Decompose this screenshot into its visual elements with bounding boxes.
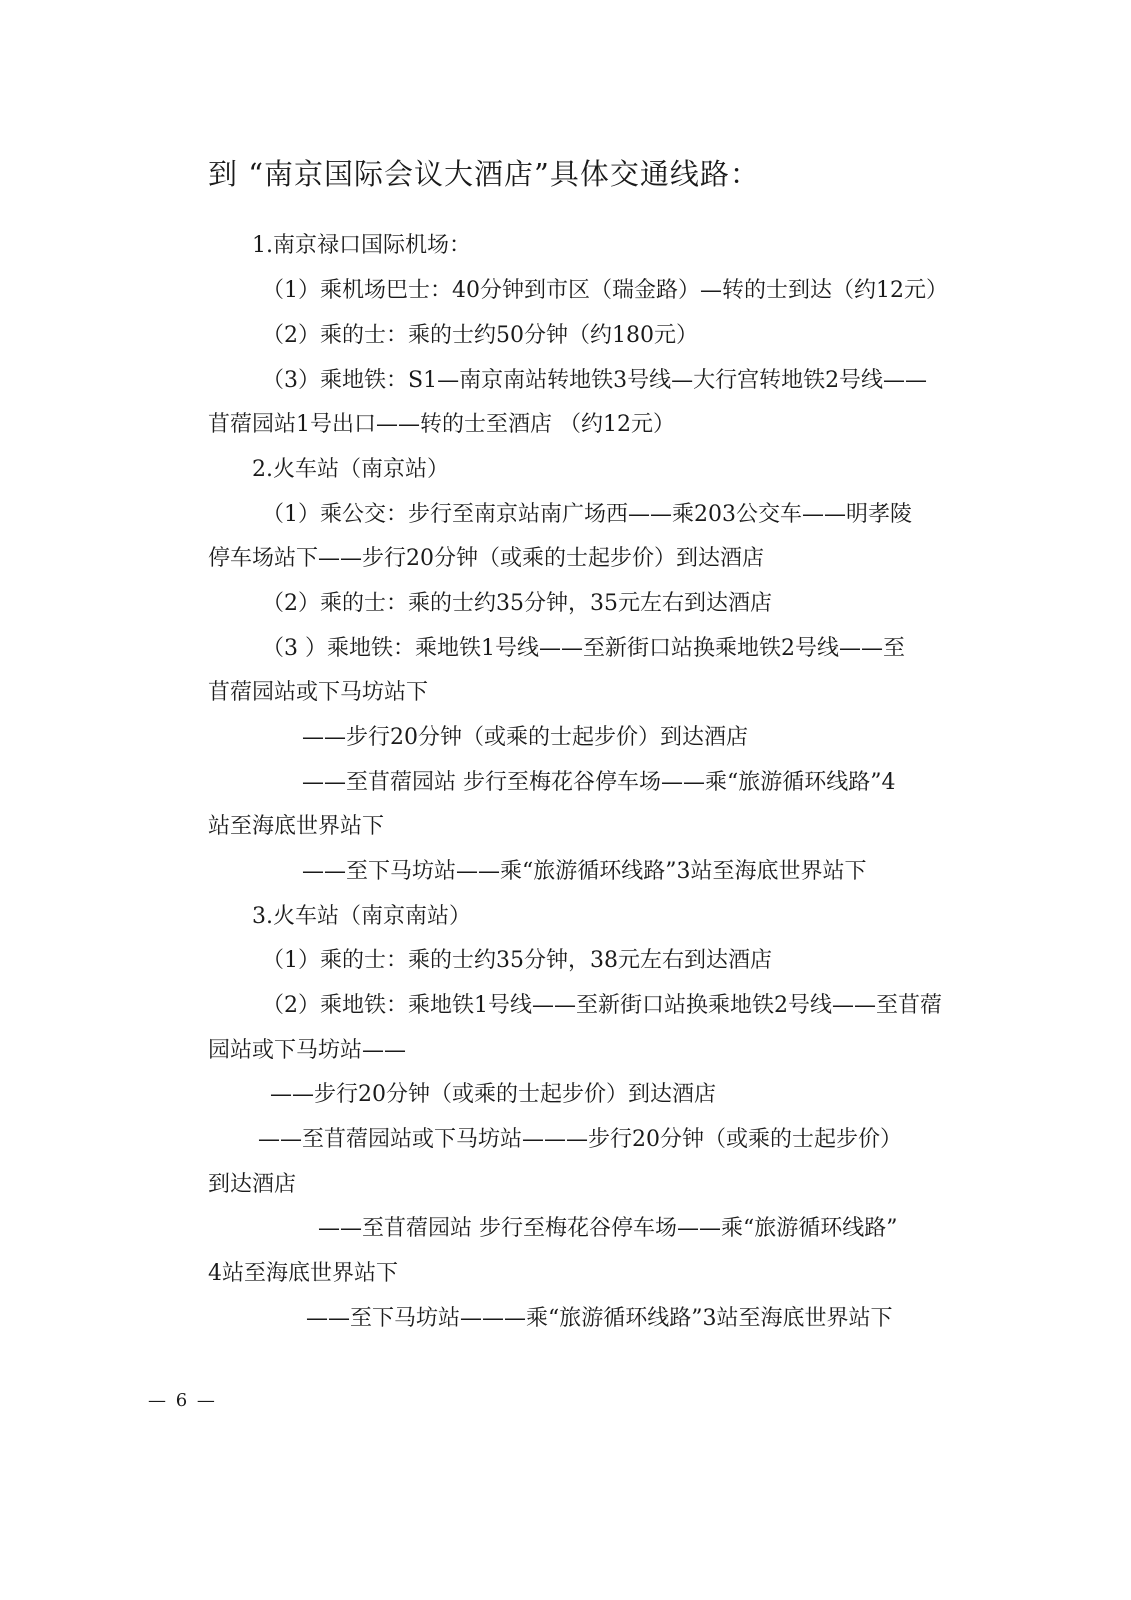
route-line: ——至下马坊站———乘“旅游循环线路”3站至海底世界站下 [306, 1306, 893, 1331]
route-line: 苜蓿园站或下马坊站下 [208, 680, 429, 705]
section-heading-nanjing-station: 2.火车站（南京站） [252, 457, 449, 482]
route-line: ——至苜蓿园站 步行至梅花谷停车场——乘“旅游循环线路” [318, 1216, 898, 1241]
route-line: （3）乘地铁：S1—南京南站转地铁3号线—大行宫转地铁2号线—— [262, 368, 928, 393]
route-line: ——步行20分钟（或乘的士起步价）到达酒店 [270, 1082, 716, 1107]
route-line: （1）乘机场巴士：40分钟到市区（瑞金路）—转的士到达（约12元） [262, 278, 948, 303]
route-line: 到达酒店 [208, 1172, 297, 1197]
page-number: — 6 — [148, 1390, 217, 1411]
route-line: （3 ）乘地铁：乘地铁1号线——至新街口站换乘地铁2号线——至 [262, 636, 905, 661]
route-line: 苜蓿园站1号出口——转的士至酒店 （约12元） [208, 412, 675, 437]
route-line: （2）乘的士：乘的士约35分钟，35元左右到达酒店 [262, 591, 772, 616]
route-line: 园站或下马坊站—— [208, 1038, 407, 1063]
route-line: ——至苜蓿园站 步行至梅花谷停车场——乘“旅游循环线路”4 [302, 770, 896, 795]
page-title: 到 “南京国际会议大酒店”具体交通线路： [208, 157, 760, 191]
route-line: （1）乘公交：步行至南京站南广场西——乘203公交车——明孝陵 [262, 502, 912, 527]
route-line: （2）乘地铁：乘地铁1号线——至新街口站换乘地铁2号线——至苜蓿 [262, 993, 942, 1018]
route-line: （1）乘的士：乘的士约35分钟，38元左右到达酒店 [262, 948, 772, 973]
route-line: （2）乘的士：乘的士约50分钟（约180元） [262, 323, 698, 348]
route-line: 4站至海底世界站下 [208, 1261, 398, 1286]
route-line: 站至海底世界站下 [208, 814, 385, 839]
route-line: 停车场站下——步行20分钟（或乘的士起步价）到达酒店 [208, 546, 764, 571]
route-line: ——至苜蓿园站或下马坊站———步行20分钟（或乘的士起步价） [258, 1127, 902, 1152]
route-line: ——至下马坊站——乘“旅游循环线路”3站至海底世界站下 [302, 859, 867, 884]
section-heading-airport: 1.南京禄口国际机场： [252, 233, 471, 258]
route-line: ——步行20分钟（或乘的士起步价）到达酒店 [302, 725, 748, 750]
section-heading-nanjing-south: 3.火车站（南京南站） [252, 904, 471, 929]
